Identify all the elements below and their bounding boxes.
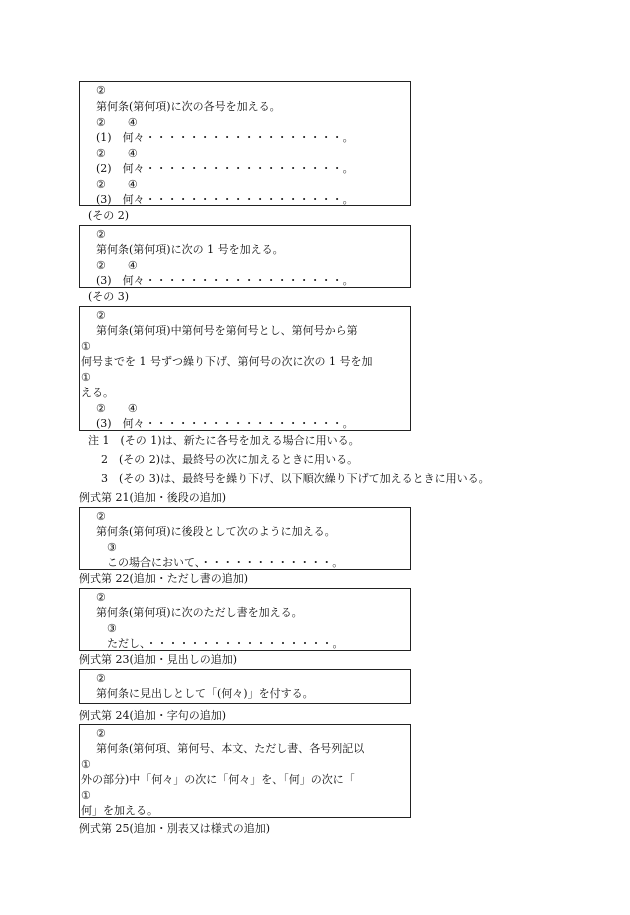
circled-1-marker: ① bbox=[81, 758, 91, 771]
instruction-text: 第何条(第何項)に次の 1 号を加える。 bbox=[96, 243, 284, 256]
item-line: この場合において、・・・・・・・・・・・・。 bbox=[107, 556, 344, 569]
instruction-text: 第何条(第何項)に後段として次のように加える。 bbox=[96, 525, 336, 538]
circled-1-marker: ① bbox=[81, 340, 91, 353]
circled-2-marker: ② bbox=[96, 672, 106, 685]
circled-1-marker: ① bbox=[81, 371, 91, 384]
circled-markers: ② ④ bbox=[96, 259, 138, 272]
instruction-text: 第何条(第何項)に次のただし書を加える。 bbox=[96, 606, 303, 619]
circled-2-marker: ② bbox=[96, 591, 106, 604]
instruction-text: える。 bbox=[81, 386, 114, 399]
instruction-text: 第何条(第何項)に次の各号を加える。 bbox=[96, 100, 281, 113]
circled-2-marker: ② bbox=[96, 228, 106, 241]
instruction-text: 何号までを 1 号ずつ繰り下げ、第何号の次に次の 1 号を加 bbox=[81, 355, 373, 368]
section-heading: (その 3) bbox=[88, 290, 130, 303]
circled-2-marker: ② bbox=[96, 309, 106, 322]
item-line: (3) 何々・・・・・・・・・・・・・・・・・・。 bbox=[96, 417, 354, 430]
circled-2-marker: ② bbox=[96, 510, 106, 523]
circled-markers: ② ④ bbox=[96, 116, 138, 129]
circled-3-marker: ③ bbox=[107, 622, 117, 635]
circled-2-marker: ② bbox=[96, 84, 106, 97]
circled-markers: ② ④ bbox=[96, 402, 138, 415]
section-heading: 例式第 22(追加・ただし書の追加) bbox=[79, 572, 249, 585]
section-heading: 例式第 23(追加・見出しの追加) bbox=[79, 653, 238, 666]
instruction-text: 第何条に見出しとして「(何々)」を付する。 bbox=[96, 687, 314, 700]
circled-2-marker: ② bbox=[96, 727, 106, 740]
instruction-text: 外の部分)中「何々」の次に「何々」を、「何」の次に「 bbox=[81, 773, 355, 786]
item-line: (1) 何々・・・・・・・・・・・・・・・・・・。 bbox=[96, 131, 354, 144]
item-line: (3) 何々・・・・・・・・・・・・・・・・・・。 bbox=[96, 274, 354, 287]
circled-3-marker: ③ bbox=[107, 541, 117, 554]
section-heading: 例式第 21(追加・後段の追加) bbox=[79, 491, 227, 504]
note-2: 2 (その 2)は、最終号の次に加えるときに用いる。 bbox=[101, 453, 359, 466]
item-line: ただし、・・・・・・・・・・・・・・・・・。 bbox=[107, 637, 344, 650]
note-3: 3 (その 3)は、最終号を繰り下げ、以下順次繰り下げて加えるときに用いる。 bbox=[101, 472, 490, 485]
section-heading: 例式第 25(追加・別表又は様式の追加) bbox=[79, 822, 271, 835]
circled-markers: ② ④ bbox=[96, 147, 138, 160]
circled-markers: ② ④ bbox=[96, 178, 138, 191]
circled-1-marker: ① bbox=[81, 789, 91, 802]
item-line: (2) 何々・・・・・・・・・・・・・・・・・・。 bbox=[96, 162, 354, 175]
section-heading: (その 2) bbox=[88, 209, 130, 222]
instruction-text: 第何条(第何項、第何号、本文、ただし書、各号列記以 bbox=[96, 742, 365, 755]
item-line: (3) 何々・・・・・・・・・・・・・・・・・・。 bbox=[96, 193, 354, 206]
section-heading: 例式第 24(追加・字句の追加) bbox=[79, 709, 227, 722]
instruction-text: 第何条(第何項)中第何号を第何号とし、第何号から第 bbox=[96, 324, 358, 337]
instruction-text: 何」を加える。 bbox=[81, 804, 158, 817]
note-1: 注 1 (その 1)は、新たに各号を加える場合に用いる。 bbox=[88, 434, 360, 447]
